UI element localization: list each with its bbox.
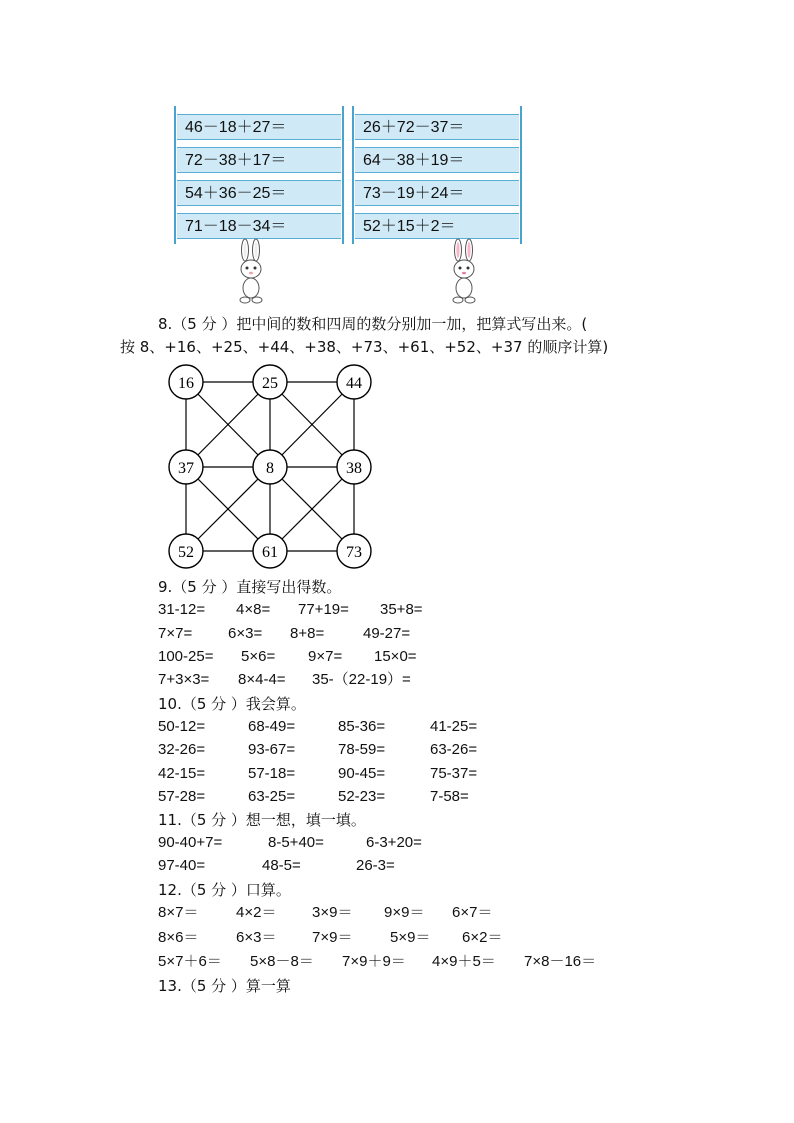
- question-12-title: 12.（5 分 ）口算。: [158, 881, 291, 899]
- node-value: 37: [178, 460, 194, 477]
- question-9-title: 9.（5 分 ）直接写出得数。: [158, 578, 342, 596]
- equation-row: 46－18＋27＝: [177, 114, 341, 140]
- question-8-text-continued: 按 8、+16、+25、+44、+38、+73、+61、+52、+37 的顺序计算): [120, 338, 609, 356]
- equation-row: 26＋72－37＝: [355, 114, 519, 140]
- node-value: 52: [178, 544, 194, 561]
- center-value: 8: [266, 460, 274, 477]
- equation-row: 73－19＋24＝: [355, 180, 519, 206]
- bunny-illustration-left: [234, 238, 268, 304]
- equation-row: 52＋15＋2＝: [355, 213, 519, 239]
- equation-row: 64－38＋19＝: [355, 147, 519, 173]
- node-value: 25: [262, 375, 278, 392]
- node-value: 61: [262, 544, 278, 561]
- node-value: 16: [178, 375, 194, 392]
- node-value: 44: [346, 375, 362, 392]
- equation-row: 71－18－34＝: [177, 213, 341, 239]
- equation-row: 54＋36－25＝: [177, 180, 341, 206]
- question-8-text: 8.（5 分 ）把中间的数和四周的数分别加一加，把算式写出来。(: [158, 315, 588, 333]
- node-value: 38: [346, 460, 362, 477]
- question-11-title: 11.（5 分 ）想一想，填一填。: [158, 811, 366, 829]
- equation-row: 72－38＋17＝: [177, 147, 341, 173]
- number-diagram: [160, 362, 380, 572]
- question-10-title: 10.（5 分 ）我会算。: [158, 695, 306, 713]
- node-value: 73: [346, 544, 362, 561]
- equation-table-right: [352, 106, 522, 244]
- equation-table-left: [174, 106, 344, 244]
- bunny-illustration-right: [447, 238, 481, 304]
- question-13-title: 13.（5 分 ）算一算: [158, 977, 291, 995]
